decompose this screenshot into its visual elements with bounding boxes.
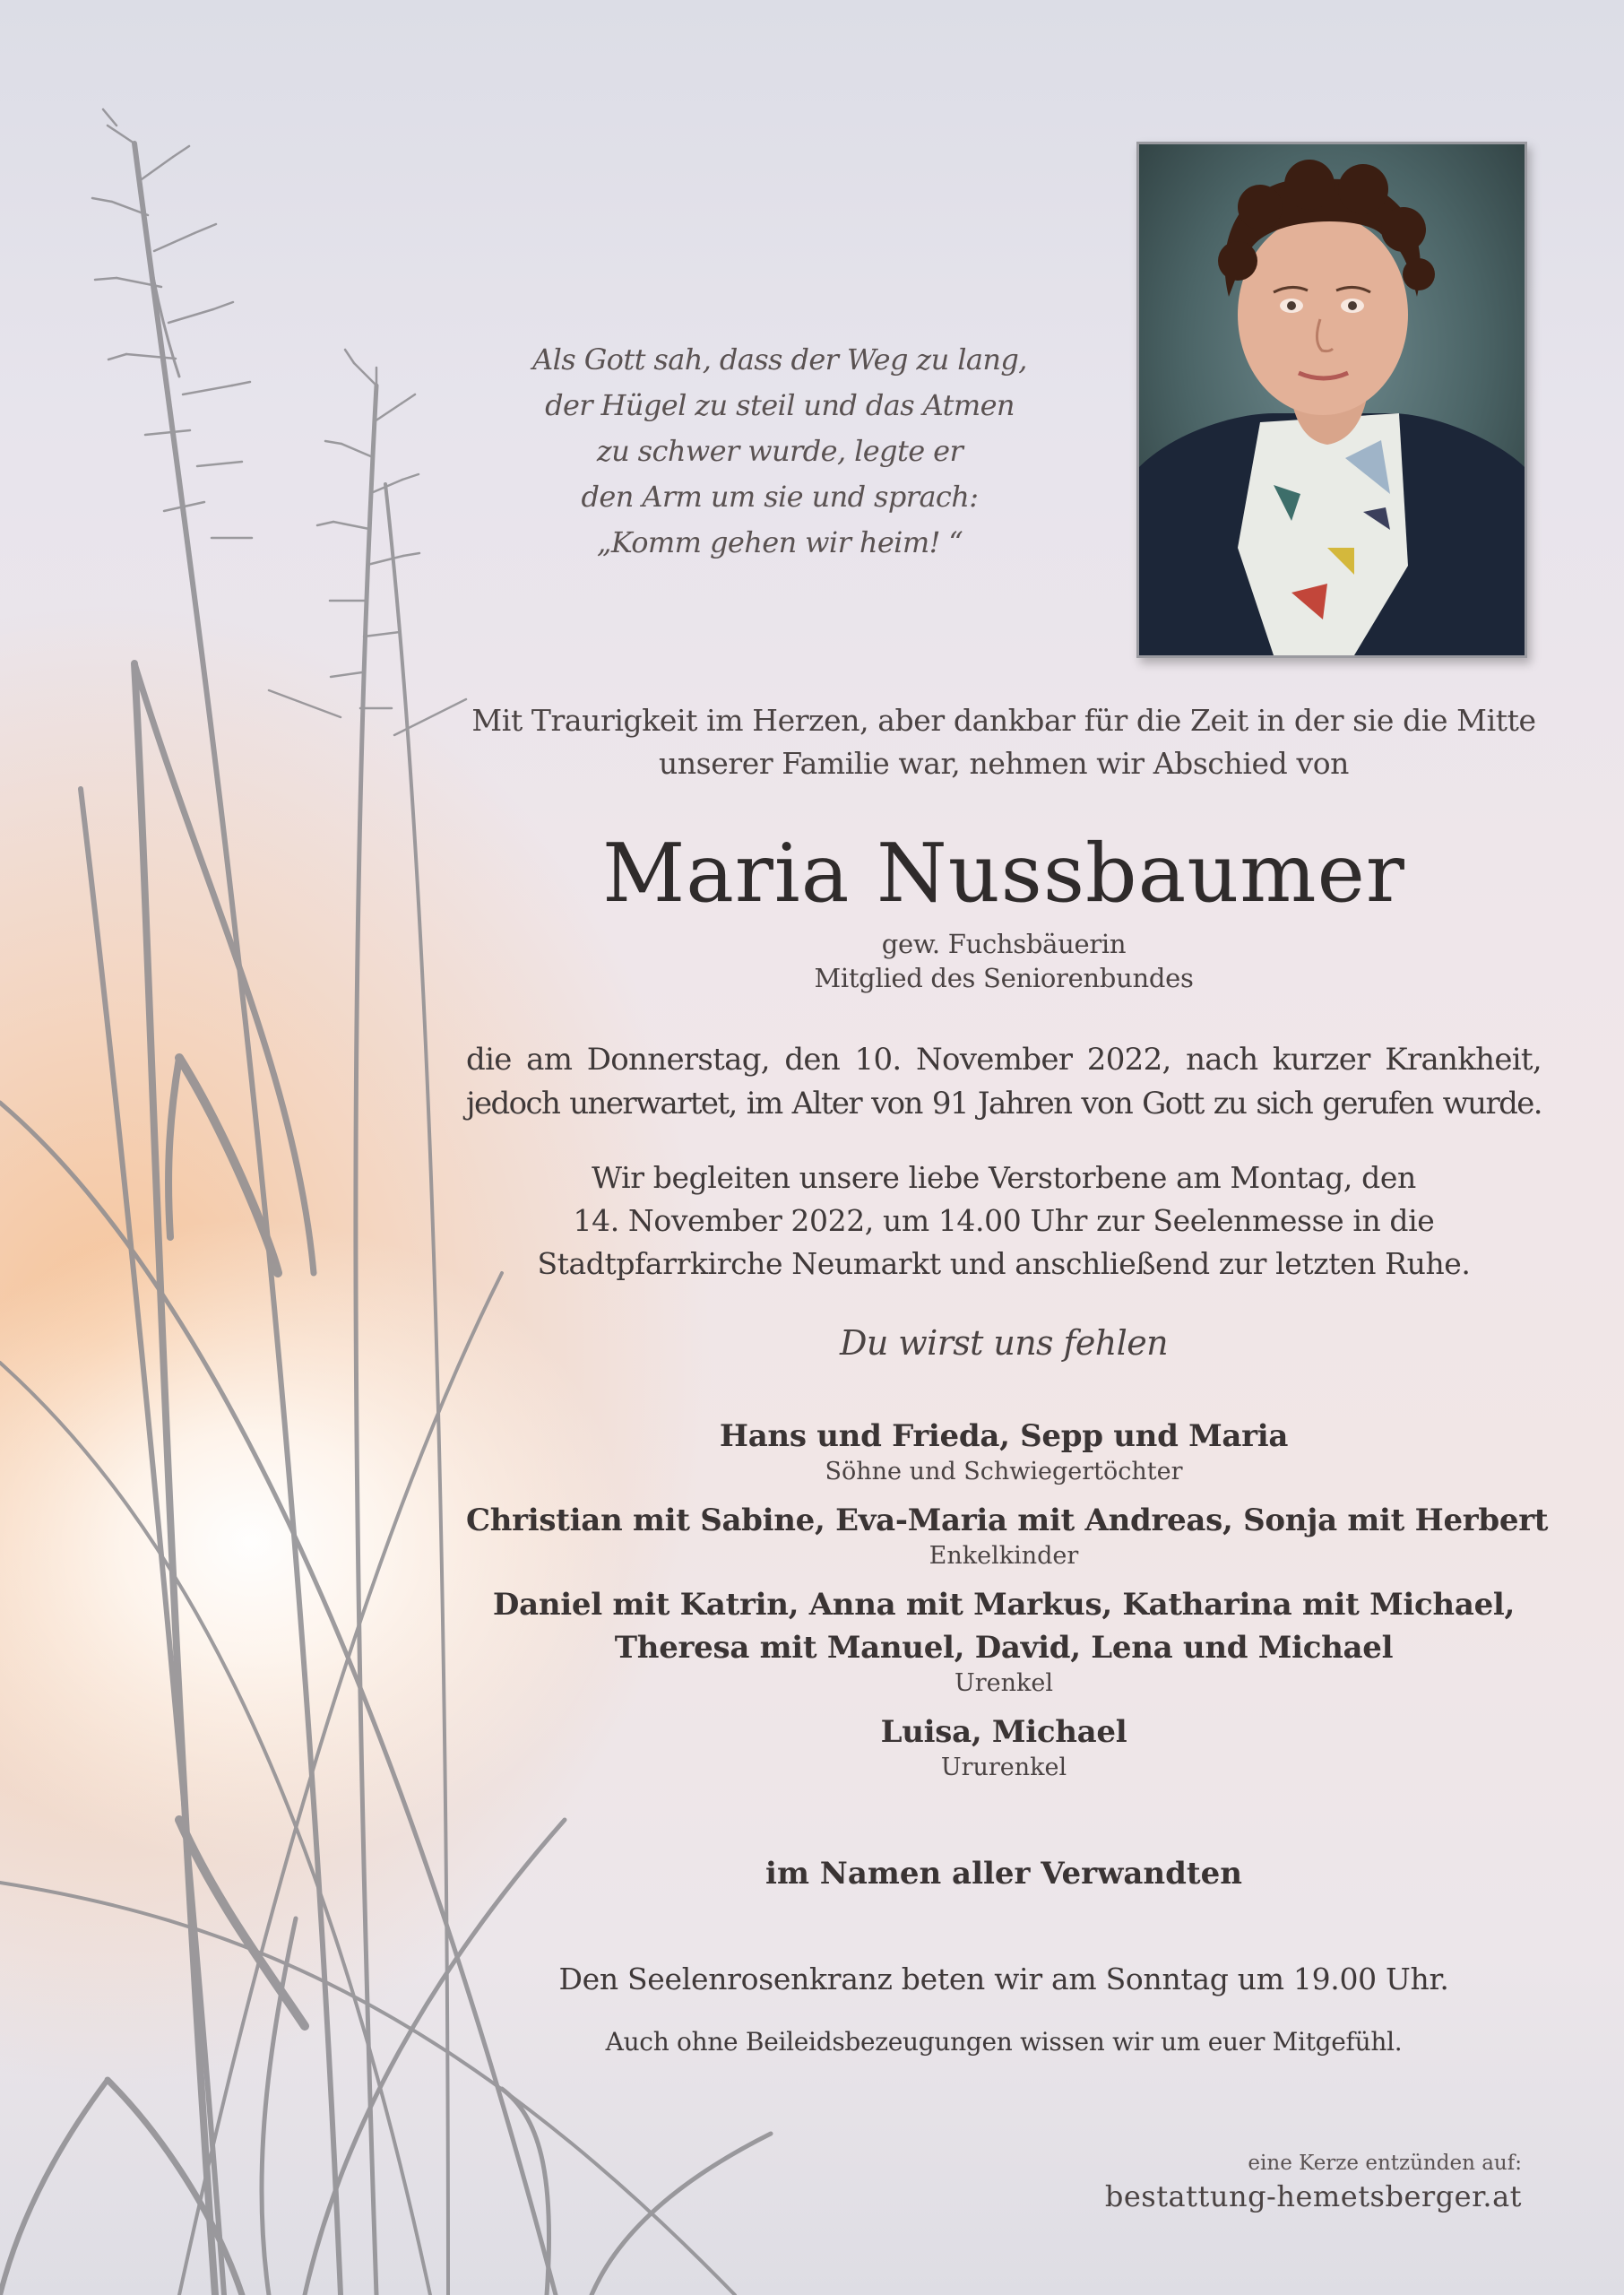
rosary-line: Den Seelenrosenkranz beten wir am Sonntag um 19.00 Uhr. (558, 1962, 1449, 1996)
family-names: Daniel mit Katrin, Anna mit Markus, Katharina mit Michael, (492, 1587, 1516, 1623)
family-relation: Söhne und Schwiegertöchter (825, 1458, 1183, 1485)
relatives-line: im Namen aller Verwandten (765, 1856, 1242, 1892)
intro-line: Mit Traurigkeit im Herzen, aber dankbar für die Zeit in der sie die Mitte (471, 703, 1536, 738)
funeral-line: 14. November 2022, um 14.00 Uhr zur Seelenmesse in die (573, 1203, 1435, 1238)
condolence-line: Auch ohne Beileidsbezeugungen wissen wir um euer Mitgefühl. (605, 2027, 1403, 2057)
quote-line: Als Gott sah, dass der Weg zu lang, (532, 342, 1027, 377)
funeral-line: Stadtpfarrkirche Neumarkt und anschließend zur letzten Ruhe. (537, 1246, 1471, 1281)
death-notice-line: jedoch unerwartet, im Alter von 91 Jahren von Gott zu sich gerufen wurde. (466, 1086, 1542, 1122)
quote-line: „Komm gehen wir heim! “ (596, 525, 963, 559)
deceased-titles (466, 927, 1542, 995)
death-notice (466, 1038, 1542, 1126)
funeral-line: Wir begleiten unsere liebe Verstorbene am Montag, den (592, 1160, 1416, 1195)
intro-text (466, 699, 1542, 785)
funeral-notice (466, 1156, 1542, 1286)
quote-line: der Hügel zu steil und das Atmen (545, 388, 1015, 422)
candle-hint: eine Kerze entzünden auf: (1248, 2152, 1522, 2175)
family-relation: Ururenkel (940, 1754, 1067, 1781)
website-link[interactable]: bestattung-hemetsberger.at (1104, 2179, 1522, 2213)
family-group (466, 1499, 1549, 1571)
family-relation: Enkelkinder (929, 1542, 1079, 1570)
opening-quote (502, 337, 1058, 566)
deceased-title: gew. Fuchsbäuerin (881, 929, 1127, 959)
family-group (466, 1710, 1542, 1782)
quote-line: zu schwer wurde, legte er (596, 434, 963, 468)
deceased-title: Mitglied des Seniorenbundes (814, 963, 1194, 993)
family-list (466, 1415, 1549, 1795)
intro-line: unserer Familie war, nehmen wir Abschied von (658, 746, 1350, 781)
closing-line: Du wirst uns fehlen (840, 1323, 1168, 1363)
death-notice-line: die am Donnerstag, den 10. November 2022, nach kurzer Krankheit, (466, 1042, 1542, 1078)
family-names: Theresa mit Manuel, David, Lena und Michael (614, 1630, 1394, 1666)
quote-line: den Arm um sie und sprach: (581, 480, 979, 514)
family-names: Hans und Frieda, Sepp und Maria (719, 1418, 1289, 1454)
deceased-name: Maria Nussbaumer (602, 827, 1405, 921)
family-relation: Urenkel (954, 1669, 1053, 1697)
family-names: Christian mit Sabine, Eva-Maria mit Andreas, Sonja mit Herbert (466, 1503, 1549, 1538)
family-group (466, 1415, 1542, 1486)
family-names: Luisa, Michael (880, 1714, 1127, 1750)
portrait-photo (1136, 142, 1527, 658)
family-group (466, 1583, 1542, 1698)
